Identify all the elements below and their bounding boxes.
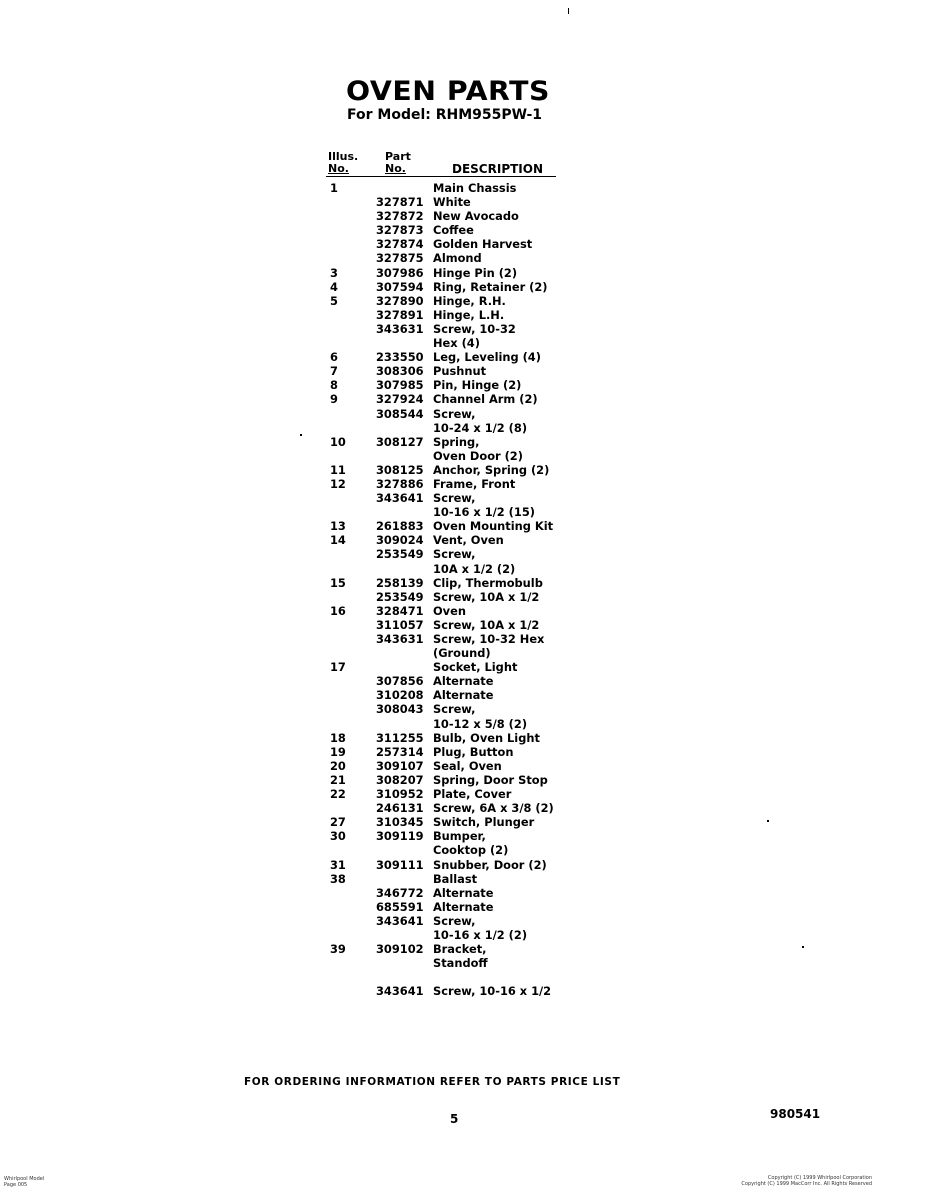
part-number: 307986 — [376, 265, 424, 280]
part-description: Bulb, Oven Light — [433, 730, 540, 745]
table-row — [0, 660, 925, 674]
illus-number: 7 — [330, 364, 338, 379]
table-row — [0, 773, 925, 787]
part-description: Alternate — [433, 674, 494, 689]
table-row — [0, 829, 925, 843]
table-row — [0, 731, 925, 745]
illus-number: 31 — [330, 857, 346, 872]
table-row — [0, 745, 925, 759]
part-number: 308127 — [376, 434, 424, 449]
part-description: Leg, Leveling (4) — [433, 350, 541, 365]
part-description: Anchor, Spring (2) — [433, 462, 550, 477]
part-number: 310952 — [376, 787, 424, 802]
illus-number: 13 — [330, 519, 346, 534]
table-row — [0, 322, 925, 336]
part-description: New Avocado — [433, 209, 519, 224]
table-row — [0, 590, 925, 604]
part-description: Switch, Plunger — [433, 815, 535, 830]
column-header-illus — [328, 151, 358, 175]
part-description: Standoff — [433, 956, 488, 971]
part-number: 233550 — [376, 350, 424, 365]
fine-print-right-line1: Copyright (C) 1999 Whirlpool Corporation — [767, 1175, 872, 1181]
part-description: Screw, — [433, 913, 476, 928]
illus-number: 27 — [330, 815, 346, 830]
part-description: Main Chassis — [433, 181, 517, 195]
part-number: 343641 — [376, 491, 424, 506]
fine-print-left-line2: Page 005 — [4, 1182, 28, 1188]
column-header-illus-line2: No. — [328, 162, 349, 175]
table-row — [0, 646, 925, 660]
part-description: Spring, Door Stop — [433, 772, 548, 787]
table-row — [0, 970, 925, 984]
table-row — [0, 449, 925, 463]
part-description: Hinge, R.H. — [433, 293, 506, 308]
part-description: Screw, — [433, 547, 476, 562]
table-row — [0, 562, 925, 576]
table-row — [0, 717, 925, 731]
table-row — [0, 477, 925, 491]
table-row — [0, 815, 925, 829]
part-number: 685591 — [376, 899, 424, 914]
table-row — [0, 237, 925, 251]
table-row — [0, 914, 925, 928]
part-description: Clip, Thermobulb — [433, 575, 543, 590]
table-row — [0, 350, 925, 364]
part-description: Screw, 10-16 x 1/2 — [433, 984, 552, 999]
part-description: Plug, Button — [433, 744, 514, 759]
illus-number: 38 — [330, 871, 346, 886]
part-number: 309107 — [376, 758, 424, 773]
part-description: Pin, Hinge (2) — [433, 378, 522, 393]
scan-speck — [568, 8, 569, 14]
fine-print-left-line1: Whirlpool Model — [4, 1176, 45, 1182]
part-number: 327871 — [376, 195, 424, 210]
illus-number: 20 — [330, 758, 346, 773]
table-row — [0, 872, 925, 886]
part-number: 258139 — [376, 575, 424, 590]
part-description: Bumper, — [433, 829, 486, 844]
illus-number: 16 — [330, 603, 346, 618]
illus-number: 19 — [330, 744, 346, 759]
part-number: 310208 — [376, 688, 424, 703]
part-description: Screw, — [433, 702, 476, 717]
table-row — [0, 364, 925, 378]
part-number: 343631 — [376, 632, 424, 646]
table-row — [0, 801, 925, 815]
table-row — [0, 463, 925, 477]
illus-number: 21 — [330, 772, 346, 787]
part-description: Almond — [433, 251, 482, 266]
part-description: 10-12 x 5/8 (2) — [433, 716, 528, 731]
part-description: Golden Harvest — [433, 237, 533, 252]
table-row — [0, 266, 925, 280]
part-description: Pushnut — [433, 364, 487, 379]
table-row — [0, 886, 925, 900]
fine-print-right — [726, 1175, 872, 1187]
part-number: 309119 — [376, 829, 424, 844]
illus-number: 39 — [330, 942, 346, 957]
illus-number: 1 — [330, 181, 338, 195]
part-number: 327890 — [376, 293, 424, 308]
part-description: Oven Door (2) — [433, 448, 523, 463]
part-description: Ring, Retainer (2) — [433, 279, 548, 294]
part-description: Hinge, L.H. — [433, 307, 505, 322]
table-row — [0, 900, 925, 914]
illus-number: 8 — [330, 378, 338, 393]
part-number: 309102 — [376, 942, 424, 957]
illus-number: 3 — [330, 265, 338, 280]
part-number: 343641 — [376, 984, 424, 999]
illus-number: 30 — [330, 829, 346, 844]
table-row — [0, 702, 925, 716]
table-row — [0, 519, 925, 533]
part-description: Screw, — [433, 406, 476, 421]
table-row — [0, 491, 925, 505]
table-row — [0, 181, 925, 195]
model-subtitle: For Model: RHM955PW-1 — [347, 107, 543, 123]
part-number: 308544 — [376, 406, 424, 421]
part-number: 311057 — [376, 617, 424, 632]
table-row — [0, 759, 925, 773]
part-description: Screw, 6A x 3/8 (2) — [433, 801, 554, 816]
part-description: Alternate — [433, 688, 494, 703]
part-number: 309024 — [376, 533, 424, 548]
table-row — [0, 688, 925, 702]
part-description: Hinge Pin (2) — [433, 265, 518, 280]
part-number: 328471 — [376, 603, 424, 618]
table-row — [0, 336, 925, 350]
table-row — [0, 942, 925, 956]
table-row — [0, 787, 925, 801]
part-number: 327873 — [376, 223, 424, 238]
part-description: Screw, 10-32 — [433, 321, 516, 336]
illus-number: 17 — [330, 660, 346, 675]
part-description: Spring, — [433, 434, 480, 449]
table-row — [0, 632, 925, 646]
part-description: Screw, 10-32 Hex — [433, 632, 545, 646]
page-number: 5 — [450, 1112, 459, 1126]
illus-number: 4 — [330, 279, 338, 294]
column-header-illus-line1: Illus. — [328, 150, 359, 163]
column-header-part-line1: Part — [385, 150, 411, 163]
part-number: 327891 — [376, 307, 424, 322]
table-row — [0, 843, 925, 857]
part-description: Screw, 10A x 1/2 — [433, 617, 540, 632]
part-number: 327886 — [376, 476, 424, 491]
scan-speck — [802, 946, 804, 948]
part-description: Plate, Cover — [433, 787, 512, 802]
part-description: Screw, 10A x 1/2 — [433, 589, 540, 604]
part-number: 307856 — [376, 674, 424, 689]
ordering-note: FOR ORDERING INFORMATION REFER TO PARTS PRICE LIST — [244, 1076, 621, 1088]
table-row — [0, 984, 925, 998]
header-divider — [326, 176, 556, 177]
scan-speck — [767, 820, 769, 822]
parts-table — [0, 181, 925, 998]
part-description: Vent, Oven — [433, 533, 504, 548]
part-description: Snubber, Door (2) — [433, 857, 547, 872]
table-row — [0, 505, 925, 519]
part-number: 309111 — [376, 857, 424, 872]
illus-number: 10 — [330, 434, 346, 449]
part-description: 10A x 1/2 (2) — [433, 561, 516, 576]
part-description: Oven — [433, 603, 466, 618]
part-description: Ballast — [433, 871, 478, 886]
part-number: 343631 — [376, 321, 424, 336]
table-row — [0, 576, 925, 590]
part-number: 257314 — [376, 744, 424, 759]
column-header-part — [385, 151, 411, 175]
part-description: Alternate — [433, 899, 494, 914]
illus-number: 6 — [330, 350, 338, 365]
page-title: OVEN PARTS — [346, 76, 550, 107]
illus-number: 22 — [330, 787, 346, 802]
part-number: 253549 — [376, 589, 424, 604]
table-row — [0, 294, 925, 308]
part-description: Seal, Oven — [433, 758, 502, 773]
scan-speck — [300, 434, 302, 436]
part-description: Coffee — [433, 223, 474, 238]
illus-number: 12 — [330, 476, 346, 491]
table-row — [0, 956, 925, 970]
table-row — [0, 674, 925, 688]
table-row — [0, 209, 925, 223]
part-number: 307594 — [376, 279, 424, 294]
part-description: Oven Mounting Kit — [433, 519, 554, 534]
part-description: Channel Arm (2) — [433, 392, 538, 407]
table-row — [0, 195, 925, 209]
table-row — [0, 251, 925, 265]
table-row — [0, 280, 925, 294]
part-description: Socket, Light — [433, 660, 518, 675]
table-row — [0, 435, 925, 449]
part-description: Frame, Front — [433, 476, 516, 491]
table-row — [0, 928, 925, 942]
illus-number: 5 — [330, 293, 338, 308]
illus-number: 11 — [330, 462, 346, 477]
table-row — [0, 421, 925, 435]
part-number: 327875 — [376, 251, 424, 266]
fine-print-right-line2: Copyright (C) 1999 MacCorr Inc. All Rights Reserved — [741, 1181, 872, 1187]
illus-number: 9 — [330, 392, 338, 407]
part-number: 311255 — [376, 730, 424, 745]
column-header-part-line2: No. — [385, 162, 406, 175]
part-description: Hex (4) — [433, 336, 480, 351]
part-description: Bracket, — [433, 942, 487, 957]
column-header-description: DESCRIPTION — [452, 162, 544, 176]
part-number: 308306 — [376, 364, 424, 379]
part-number: 246131 — [376, 801, 424, 816]
illus-number: 18 — [330, 730, 346, 745]
part-description: (Ground) — [433, 646, 491, 661]
part-description: 10-16 x 1/2 (15) — [433, 505, 535, 520]
table-row — [0, 407, 925, 421]
fine-print-left — [4, 1176, 44, 1188]
table-row — [0, 392, 925, 406]
part-number: 327924 — [376, 392, 424, 407]
table-row — [0, 378, 925, 392]
part-number: 327874 — [376, 237, 424, 252]
table-row — [0, 308, 925, 322]
part-description: Alternate — [433, 885, 494, 900]
table-row — [0, 533, 925, 547]
part-number: 308207 — [376, 772, 424, 787]
illus-number: 15 — [330, 575, 346, 590]
illus-number: 14 — [330, 533, 346, 548]
part-number: 307985 — [376, 378, 424, 393]
part-number: 327872 — [376, 209, 424, 224]
table-row — [0, 858, 925, 872]
document-number: 980541 — [770, 1107, 821, 1121]
table-row — [0, 547, 925, 561]
part-number: 253549 — [376, 547, 424, 562]
part-description: White — [433, 195, 471, 210]
part-description: 10-16 x 1/2 (2) — [433, 927, 528, 942]
part-number: 346772 — [376, 885, 424, 900]
part-number: 308043 — [376, 702, 424, 717]
part-description: 10-24 x 1/2 (8) — [433, 420, 528, 435]
part-number: 343641 — [376, 913, 424, 928]
table-row — [0, 604, 925, 618]
part-description: Screw, — [433, 491, 476, 506]
part-number: 310345 — [376, 815, 424, 830]
part-number: 261883 — [376, 519, 424, 534]
part-number: 308125 — [376, 462, 424, 477]
part-description: Cooktop (2) — [433, 843, 509, 858]
table-row — [0, 618, 925, 632]
table-row — [0, 223, 925, 237]
